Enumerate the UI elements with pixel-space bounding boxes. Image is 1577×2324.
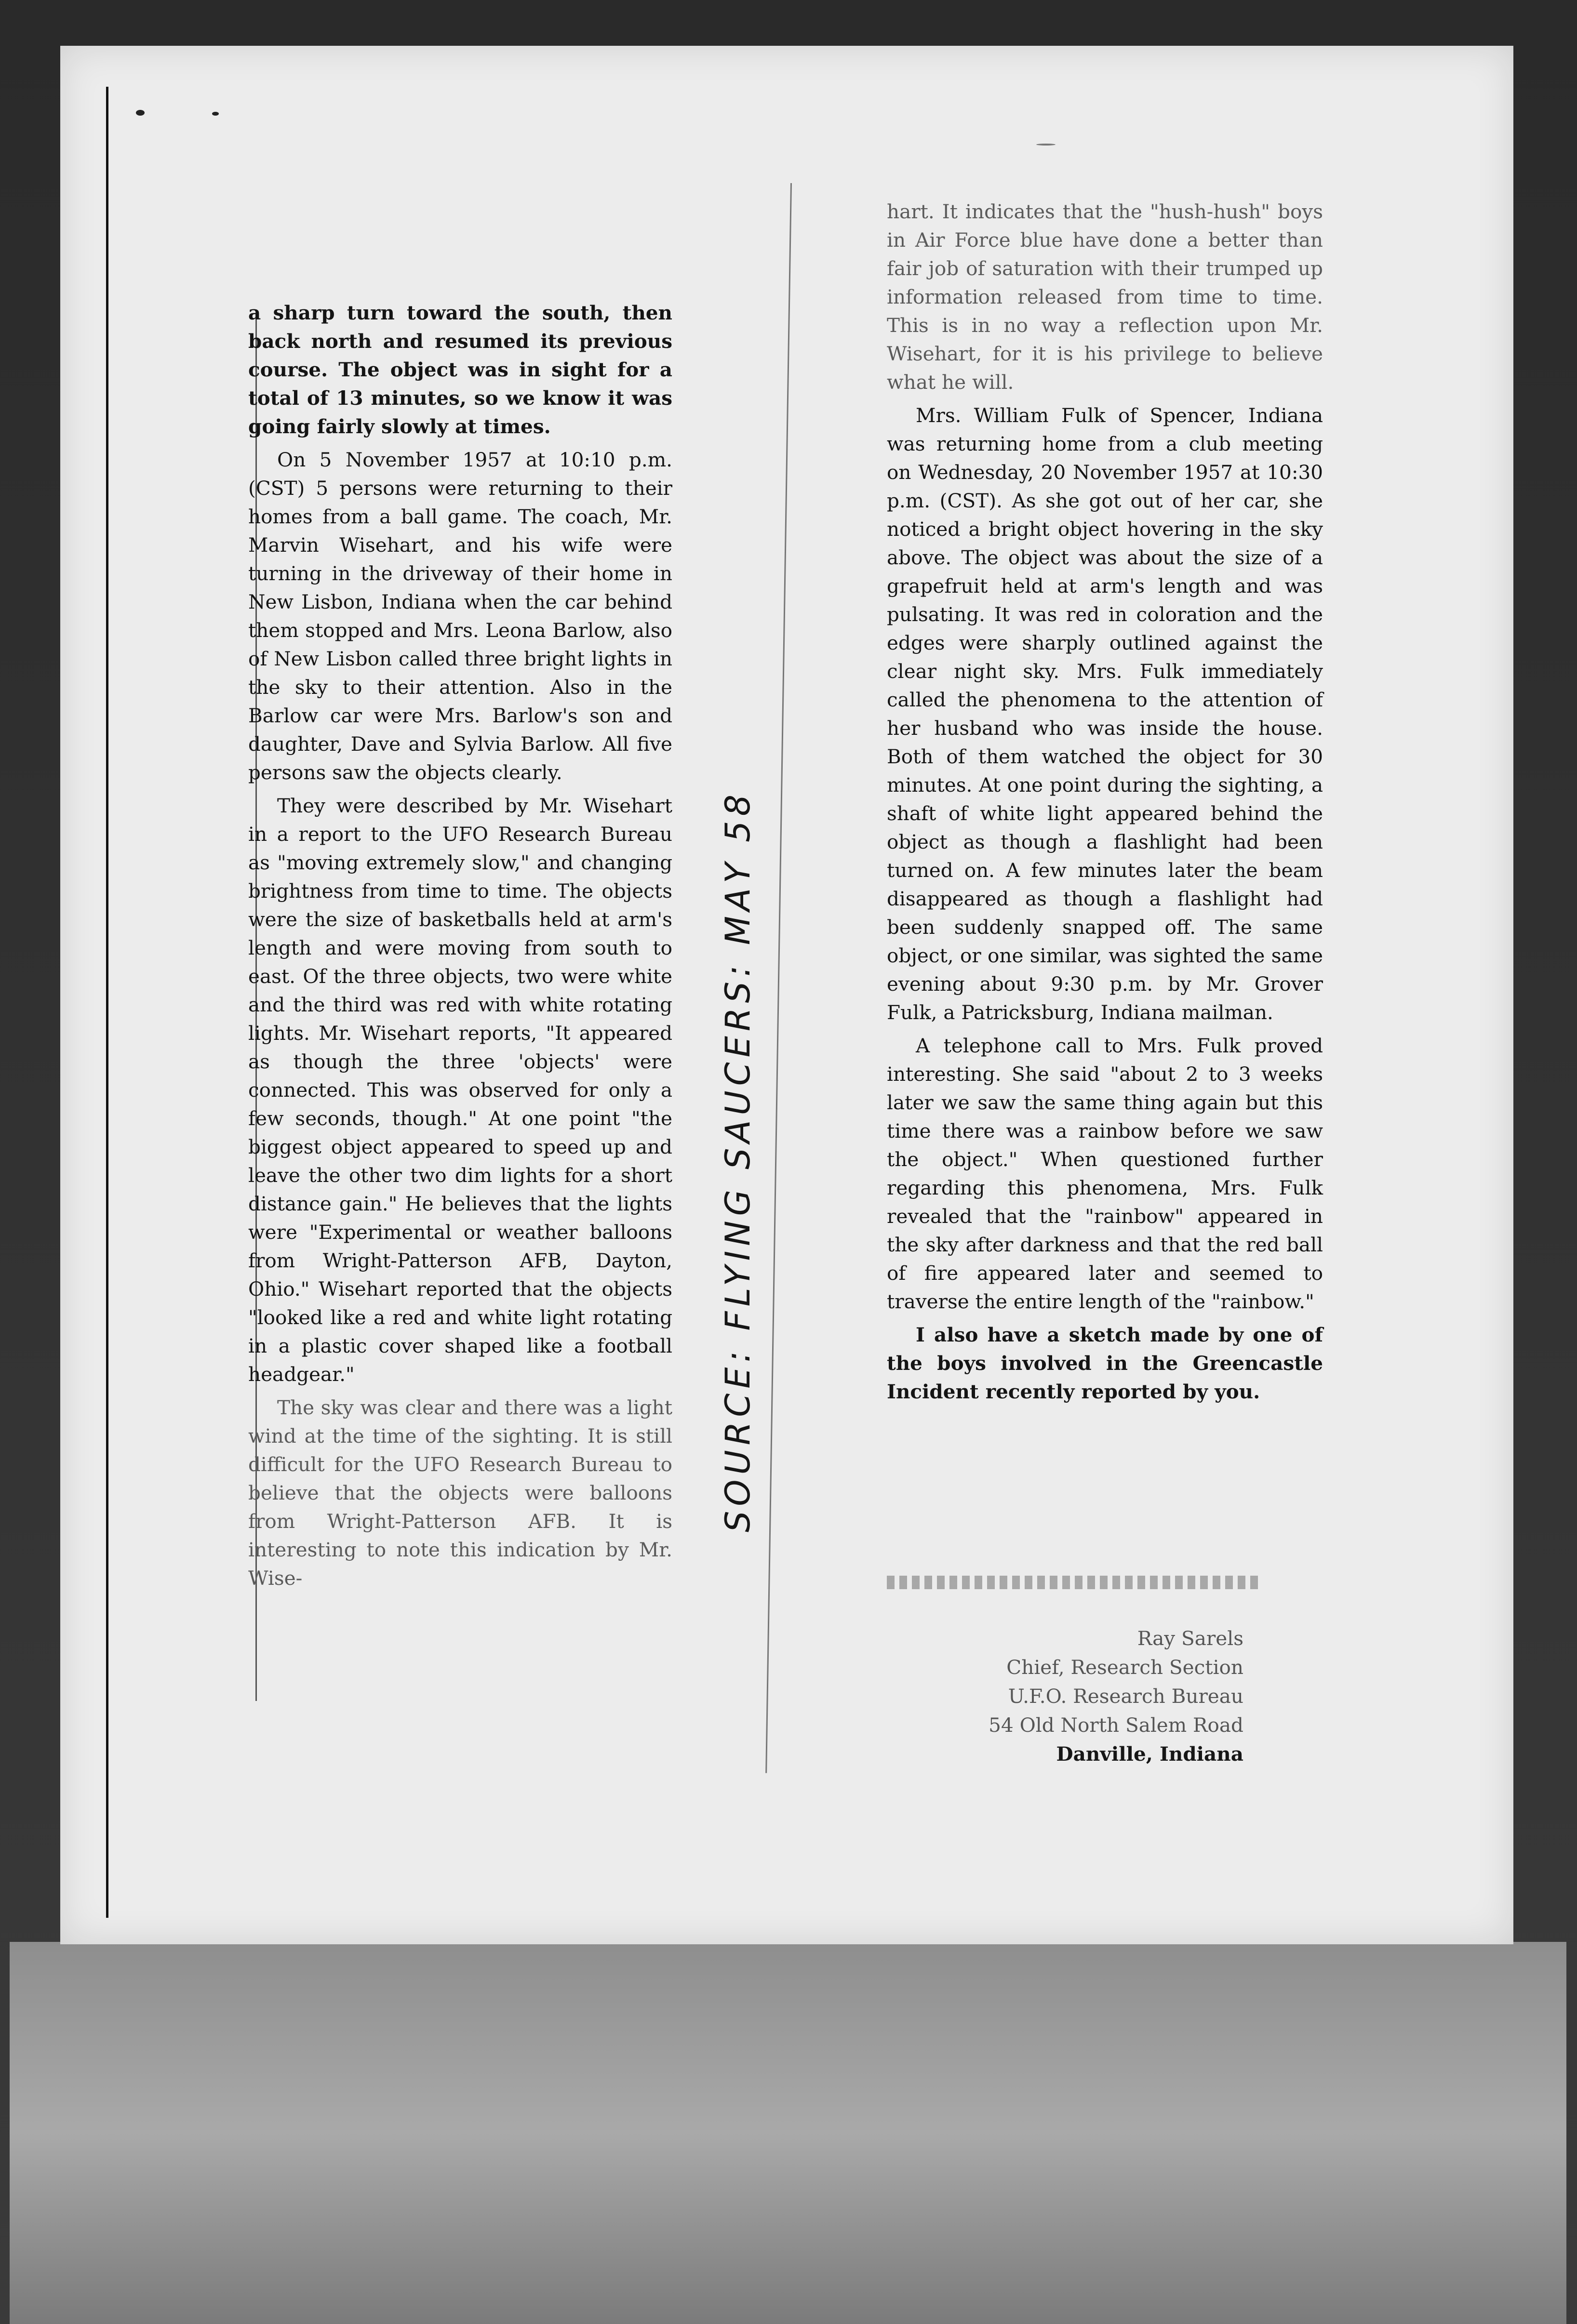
paragraph: I also have a sketch made by one of the boys involved in the Greencastle Incident recently reported by you. (887, 1323, 1323, 1403)
article-right-column (887, 198, 1323, 1406)
print-smudge (887, 1576, 1258, 1589)
paragraph: On 5 November 1957 at 10:10 p.m. (CST) 5 persons were returning to their homes from a ball game. The coach, Mr. Marvin Wisehart, and his wife were turning in the driveway of their home in New Lisbon, Indiana when the car behind them stopped and Mrs. Leona Barlow, also of New Lisbon called three bright lights in the sky to their attention. Also in the Barlow car were Mrs. Barlow's son and daughter, Dave and Sylvia Barlow. All five persons saw the objects clearly. (248, 448, 672, 784)
signature-name: Ray Sarels (1137, 1627, 1243, 1650)
paragraph: They were described by Mr. Wisehart in a report to the UFO Research Bureau as "moving extremely slow," and changing brightness from time to time. The objects were the size of basketballs held at arm's length and were moving from south to east. Of the three objects, two were white and the third was red with white rotating lights. Mr. Wisehart reports, "It appeared as though the three 'objects' were connected. This was observed for only a few seconds, though." At one point "the biggest object appeared to speed up and leave the other two dim lights for a short distance gain." He believes that the lights were "Experimental or weather balloons from Wright-Patterson AFB, Dayton, Ohio." Wisehart reported that the objects "looked like a red and white light rotating in a plastic cover shaped like a football headgear." (248, 794, 672, 1386)
paragraph: hart. It indicates that the "hush-hush" boys in Air Force blue have done a better than fair job of saturation with their trumped up information released from time to time. This is in no way a reflection upon Mr. Wisehart, for it is his privilege to believe what he will. (887, 200, 1323, 394)
speck (212, 112, 219, 116)
signature-block (930, 1624, 1243, 1768)
handwritten-source-note: SOURCE: FLYING SAUCERS: MAY 58 (718, 789, 758, 1532)
speck (1036, 144, 1056, 146)
paragraph: Mrs. William Fulk of Spencer, Indiana was returning home from a club meeting on Wednesday, 20 November 1957 at 10:30 p.m. (CST). As she got out of her car, she noticed a bright object hovering in the sky above. The object was about the size of a grapefruit held at arm's length and was pulsating. It was red in coloration and the edges were sharply outlined against the clear night sky. Mrs. Fulk immediately called the phenomena to the attention of her husband who was inside the house. Both of them watched the object for 30 minutes. At one point during the sighting, a shaft of white light appeared behind the object as though a flashlight had been turned on. A few minutes later the beam disappeared as though a flashlight had been suddenly snapped off. The same object, or one similar, was sighted the same evening about 9:30 p.m. by Mr. Grover Fulk, a Patricksburg, Indiana mailman. (887, 404, 1323, 1024)
signature-city: Danville, Indiana (1056, 1742, 1243, 1766)
signature-title: Chief, Research Section (1006, 1656, 1243, 1679)
signature-org: U.F.O. Research Bureau (1008, 1685, 1243, 1708)
paragraph: a sharp turn toward the south, then back north and resumed its previous course. The object was in sight for a total of 13 minutes, so we know it was going fairly slowly at times. (248, 301, 672, 438)
speck (136, 110, 145, 116)
article-left-column (248, 299, 672, 1593)
paragraph: The sky was clear and there was a light wind at the time of the sighting. It is still difficult for the UFO Research Bureau to believe that the objects were balloons from Wright-Patterson AFB. It is interesting to note this indication by Mr. Wise- (248, 1396, 672, 1590)
signature-address: 54 Old North Salem Road (989, 1713, 1243, 1737)
paragraph: A telephone call to Mrs. Fulk proved interesting. She said "about 2 to 3 weeks later we saw the same thing again but this time there was a rainbow before we saw the object." When questioned further regarding this phenomena, Mrs. Fulk revealed that the "rainbow" appeared in the sky after darkness and that the red ball of fire appeared later and seemed to traverse the entire length of the "rainbow." (887, 1034, 1323, 1313)
